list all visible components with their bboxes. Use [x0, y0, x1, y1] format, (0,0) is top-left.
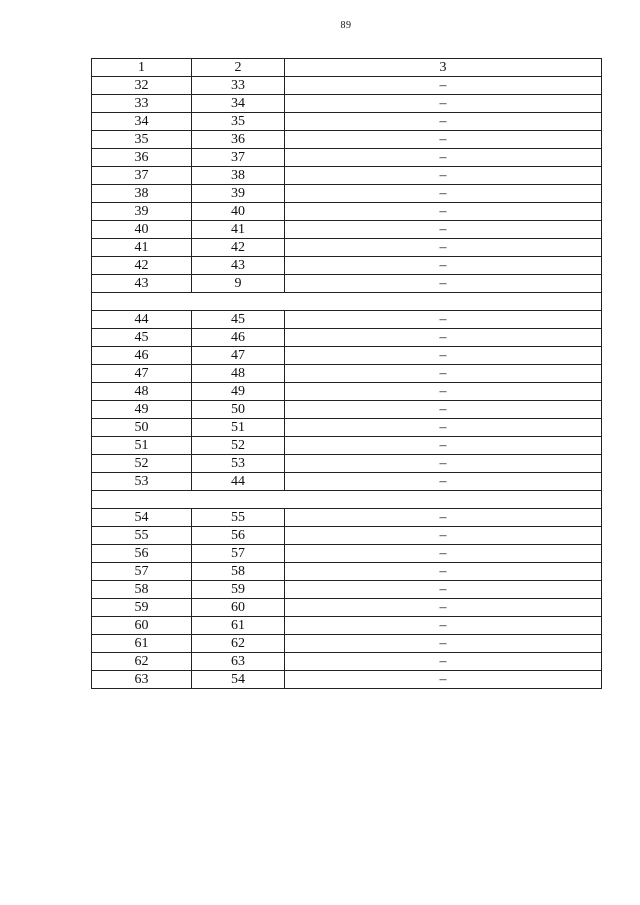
table-row: [92, 221, 602, 239]
table-cell: 38: [92, 185, 192, 203]
table-cell: 53: [192, 455, 285, 473]
table-cell: 50: [192, 401, 285, 419]
table-cell: 59: [192, 581, 285, 599]
table-cell: 36: [92, 149, 192, 167]
table-row: [92, 473, 602, 491]
table-row: [92, 77, 602, 95]
data-table: [91, 58, 602, 689]
table-cell: –: [285, 419, 602, 437]
table-cell: –: [285, 221, 602, 239]
table-row: [92, 167, 602, 185]
table-row: [92, 131, 602, 149]
table-cell: –: [285, 131, 602, 149]
table-row: [92, 203, 602, 221]
table-row: [92, 347, 602, 365]
table-cell: 38: [192, 167, 285, 185]
table-cell: 33: [192, 77, 285, 95]
table-cell: 48: [92, 383, 192, 401]
table-body: [92, 59, 602, 689]
table-cell: –: [285, 257, 602, 275]
table-cell: 56: [192, 527, 285, 545]
table-cell: 49: [192, 383, 285, 401]
table-row: [92, 581, 602, 599]
table-row: [92, 149, 602, 167]
table-cell: 58: [192, 563, 285, 581]
table-cell: 43: [192, 257, 285, 275]
table-cell: 57: [92, 563, 192, 581]
table-cell: 52: [192, 437, 285, 455]
table-cell: –: [285, 149, 602, 167]
table-row: [92, 257, 602, 275]
table-cell: 52: [92, 455, 192, 473]
table-row: [92, 509, 602, 527]
table-row: [92, 635, 602, 653]
table-row: [92, 545, 602, 563]
table-cell: –: [285, 383, 602, 401]
table-cell: 47: [192, 347, 285, 365]
table-cell: 45: [92, 329, 192, 347]
table-cell: 55: [192, 509, 285, 527]
table-cell: 60: [92, 617, 192, 635]
page-number: 89: [340, 20, 352, 31]
table-cell: 9: [192, 275, 285, 293]
table-cell: 34: [92, 113, 192, 131]
table-cell: 49: [92, 401, 192, 419]
separator-row: [92, 293, 602, 311]
table-cell: 58: [92, 581, 192, 599]
table-cell: 55: [92, 527, 192, 545]
table-cell: 44: [192, 473, 285, 491]
table-cell: 39: [92, 203, 192, 221]
table-cell: 35: [192, 113, 285, 131]
table-cell: 45: [192, 311, 285, 329]
table-cell: –: [285, 347, 602, 365]
column-header: 2: [192, 59, 285, 77]
table-row: [92, 653, 602, 671]
table-cell: 54: [192, 671, 285, 689]
table-cell: –: [285, 581, 602, 599]
table-cell: 62: [192, 635, 285, 653]
table-cell: –: [285, 239, 602, 257]
table-cell: 37: [92, 167, 192, 185]
table-row: [92, 311, 602, 329]
table-cell: 57: [192, 545, 285, 563]
table-row: [92, 527, 602, 545]
table-row: [92, 563, 602, 581]
table-cell: 34: [192, 95, 285, 113]
table-cell: 44: [92, 311, 192, 329]
table-cell: 40: [92, 221, 192, 239]
table-cell: 40: [192, 203, 285, 221]
table-cell: –: [285, 473, 602, 491]
table-header-row: [92, 59, 602, 77]
table-cell: 35: [92, 131, 192, 149]
table-cell: –: [285, 671, 602, 689]
table-cell: 62: [92, 653, 192, 671]
table-cell: –: [285, 563, 602, 581]
table-cell: 32: [92, 77, 192, 95]
table-cell: –: [285, 275, 602, 293]
table-row: [92, 455, 602, 473]
column-header: 3: [285, 59, 602, 77]
table-cell: 48: [192, 365, 285, 383]
table-cell: –: [285, 311, 602, 329]
table-cell: –: [285, 95, 602, 113]
table-cell: 60: [192, 599, 285, 617]
column-header: 1: [92, 59, 192, 77]
table-row: [92, 275, 602, 293]
table-row: [92, 329, 602, 347]
table-cell: 63: [92, 671, 192, 689]
table-cell: 46: [192, 329, 285, 347]
table-cell: 50: [92, 419, 192, 437]
table-cell: 37: [192, 149, 285, 167]
table-row: [92, 671, 602, 689]
table-row: [92, 419, 602, 437]
table-cell: –: [285, 599, 602, 617]
table-cell: –: [285, 653, 602, 671]
table-cell: –: [285, 545, 602, 563]
separator-cell: [92, 491, 602, 509]
table-cell: 33: [92, 95, 192, 113]
table-cell: 53: [92, 473, 192, 491]
table-cell: 39: [192, 185, 285, 203]
table-cell: –: [285, 455, 602, 473]
table-row: [92, 437, 602, 455]
table-row: [92, 401, 602, 419]
table-cell: 61: [192, 617, 285, 635]
table-cell: 61: [92, 635, 192, 653]
table-cell: 46: [92, 347, 192, 365]
table-cell: –: [285, 113, 602, 131]
table-cell: 42: [92, 257, 192, 275]
table-cell: 56: [92, 545, 192, 563]
table-cell: 36: [192, 131, 285, 149]
table-cell: 63: [192, 653, 285, 671]
table-cell: 51: [192, 419, 285, 437]
table-cell: –: [285, 329, 602, 347]
table-cell: 41: [92, 239, 192, 257]
table-cell: –: [285, 167, 602, 185]
table-cell: 54: [92, 509, 192, 527]
table-row: [92, 95, 602, 113]
separator-row: [92, 491, 602, 509]
table-row: [92, 365, 602, 383]
table-row: [92, 383, 602, 401]
table-cell: –: [285, 77, 602, 95]
table-cell: –: [285, 527, 602, 545]
table-cell: –: [285, 635, 602, 653]
table-cell: –: [285, 185, 602, 203]
table-row: [92, 617, 602, 635]
table-cell: –: [285, 365, 602, 383]
table-row: [92, 113, 602, 131]
table-cell: –: [285, 203, 602, 221]
table-cell: 42: [192, 239, 285, 257]
table-row: [92, 185, 602, 203]
table-cell: 43: [92, 275, 192, 293]
table-cell: 59: [92, 599, 192, 617]
table-cell: 51: [92, 437, 192, 455]
table-row: [92, 239, 602, 257]
table-cell: –: [285, 401, 602, 419]
table-cell: –: [285, 509, 602, 527]
separator-cell: [92, 293, 602, 311]
table-row: [92, 599, 602, 617]
table-cell: 41: [192, 221, 285, 239]
table-cell: –: [285, 437, 602, 455]
table-cell: –: [285, 617, 602, 635]
table-cell: 47: [92, 365, 192, 383]
